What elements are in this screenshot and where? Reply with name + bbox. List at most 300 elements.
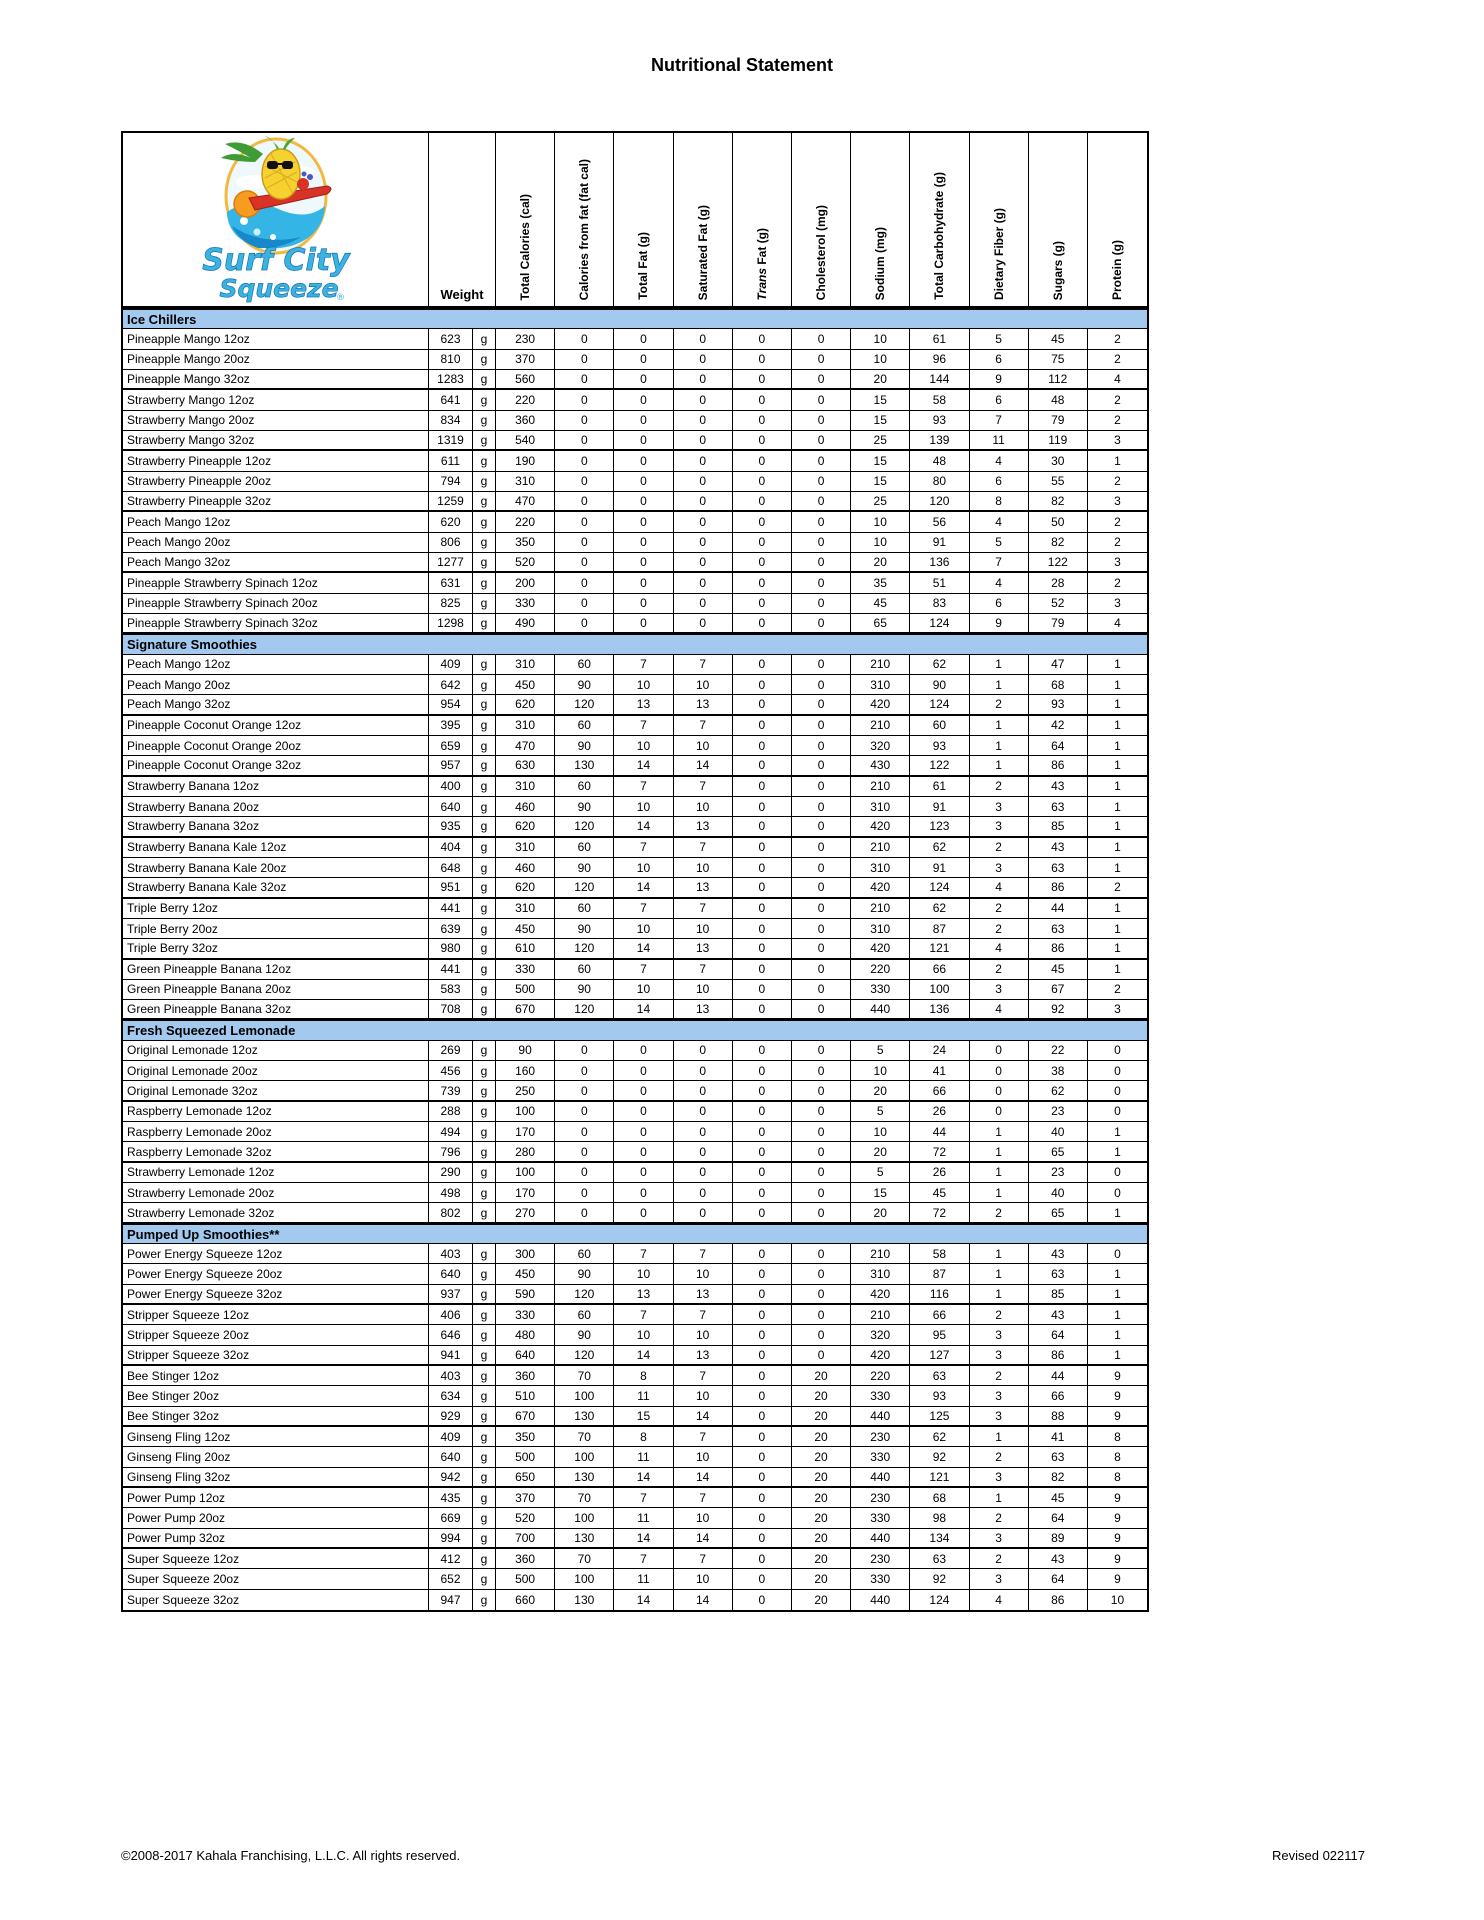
- nutrition-value-cell: 124: [910, 1590, 969, 1610]
- nutrition-value-cell: 210: [851, 655, 910, 674]
- nutrition-value-cell: 0: [792, 838, 851, 857]
- nutrition-value-cell: 2: [1114, 880, 1121, 895]
- product-name-cell: Pineapple Strawberry Spinach 12oz: [123, 573, 429, 592]
- nutrition-value-cell: 1: [970, 736, 1029, 755]
- nutrition-value-cell: 4: [970, 1000, 1029, 1018]
- page-title: Nutritional Statement: [650, 55, 833, 75]
- nutrition-value-cell: 1: [970, 716, 1029, 735]
- weight-unit-cell: g: [473, 858, 496, 877]
- nutrition-value-cell: 0: [555, 370, 614, 388]
- nutrition-value-cell: 10: [674, 1264, 733, 1283]
- nutrition-value-cell: 20: [851, 553, 910, 571]
- nutrition-value-cell: 82: [1029, 1468, 1088, 1486]
- weight-value-cell: 409: [429, 1427, 473, 1446]
- weight-value-cell: 825: [429, 594, 473, 613]
- nutrition-value-cell: 0: [555, 472, 614, 491]
- nutrition-value-cell: 0: [733, 1590, 792, 1610]
- table-row: [123, 1163, 1147, 1183]
- nutrition-value-cell: 0: [674, 390, 733, 409]
- nutrition-value-cell: 72: [910, 1142, 969, 1160]
- nutrition-value-cell: 0: [614, 553, 673, 571]
- nutrition-value-cell: 330: [851, 1508, 910, 1527]
- nutrition-value-cell: 0: [792, 431, 851, 449]
- table-row: [123, 1569, 1147, 1589]
- nutrition-value-cell: 0: [614, 411, 673, 430]
- nutrition-value-cell: 0: [614, 1183, 673, 1202]
- nutrition-value-cell: 20: [792, 1427, 851, 1446]
- nutrition-value-cell: 1: [970, 675, 1029, 694]
- table-row: [123, 594, 1147, 614]
- nutrition-value-cell: 2: [1114, 331, 1121, 346]
- nutrition-value-cell: 11: [970, 431, 1029, 449]
- nutrition-value-cell: 0: [733, 1427, 792, 1446]
- weight-value-cell: 806: [429, 533, 473, 552]
- product-name-cell: Strawberry Lemonade 20oz: [123, 1183, 429, 1202]
- logo-cell: [123, 133, 429, 306]
- product-name-cell: Pineapple Coconut Orange 12oz: [123, 716, 429, 735]
- nutrition-value-cell: 500: [496, 980, 555, 999]
- nutrition-value-cell: 120: [910, 492, 969, 510]
- column-header-label: Calories from fat (fat cal): [577, 158, 592, 300]
- nutrition-value-cell: 0: [733, 1081, 792, 1099]
- product-name-cell: Raspberry Lemonade 32oz: [123, 1142, 429, 1160]
- weight-value-cell: 640: [429, 1447, 473, 1466]
- nutrition-value-cell: 20: [792, 1386, 851, 1405]
- table-row: [123, 431, 1147, 451]
- table-row: [123, 573, 1147, 593]
- nutrition-value-cell: 1: [1114, 1144, 1121, 1159]
- nutrition-value-cell: 0: [733, 553, 792, 571]
- nutrition-value-cell: 0: [555, 411, 614, 430]
- product-name-cell: Peach Mango 20oz: [123, 675, 429, 694]
- product-name-cell: Green Pineapple Banana 20oz: [123, 980, 429, 999]
- nutrition-value-cell: 170: [496, 1183, 555, 1202]
- nutrition-value-cell: 420: [851, 1346, 910, 1364]
- nutrition-value-cell: 1: [1114, 860, 1121, 875]
- nutrition-value-cell: 8: [1114, 1429, 1121, 1444]
- column-header-label: Total Carbohydrate (g): [932, 172, 947, 300]
- nutrition-value-cell: 0: [792, 1102, 851, 1121]
- nutrition-value-cell: 1: [1114, 799, 1121, 814]
- product-name-cell: Raspberry Lemonade 12oz: [123, 1102, 429, 1121]
- section-header: Pumped Up Smoothies**: [123, 1224, 1147, 1244]
- nutrition-value-cell: 75: [1029, 350, 1088, 369]
- nutrition-value-cell: 100: [496, 1163, 555, 1182]
- weight-value-cell: 403: [429, 1366, 473, 1385]
- nutrition-value-cell: 1: [970, 1183, 1029, 1202]
- product-name-cell: Peach Mango 32oz: [123, 695, 429, 713]
- nutrition-value-cell: 1: [1114, 1205, 1121, 1220]
- weight-value-cell: 395: [429, 716, 473, 735]
- nutrition-value-cell: 64: [1029, 1569, 1088, 1588]
- table-row: [123, 939, 1147, 959]
- weight-unit-cell: g: [473, 533, 496, 552]
- weight-unit-cell: g: [473, 1285, 496, 1303]
- weight-value-cell: 935: [429, 817, 473, 835]
- nutrition-value-cell: 0: [674, 553, 733, 571]
- nutrition-value-cell: 15: [614, 1407, 673, 1425]
- nutrition-value-cell: 20: [792, 1468, 851, 1486]
- table-row: [123, 1081, 1147, 1101]
- nutrition-value-cell: 2: [1114, 514, 1121, 529]
- weight-value-cell: 583: [429, 980, 473, 999]
- nutrition-value-cell: 0: [614, 1163, 673, 1182]
- nutrition-value-cell: 0: [555, 1183, 614, 1202]
- weight-value-cell: 954: [429, 695, 473, 713]
- nutrition-value-cell: 2: [970, 1203, 1029, 1221]
- table-row: [123, 980, 1147, 1000]
- nutrition-value-cell: 0: [733, 1346, 792, 1364]
- product-name-cell: Strawberry Mango 20oz: [123, 411, 429, 430]
- weight-unit-cell: g: [473, 919, 496, 938]
- nutrition-value-cell: 0: [792, 899, 851, 918]
- nutrition-value-cell: 11: [614, 1508, 673, 1527]
- nutrition-value-cell: 220: [496, 512, 555, 531]
- nutrition-value-cell: 26: [910, 1102, 969, 1121]
- weight-unit-cell: g: [473, 716, 496, 735]
- nutrition-value-cell: 0: [733, 899, 792, 918]
- nutrition-value-cell: 14: [674, 756, 733, 774]
- table-row: [123, 533, 1147, 553]
- nutrition-value-cell: 310: [851, 858, 910, 877]
- product-name-cell: Strawberry Mango 32oz: [123, 431, 429, 449]
- nutrition-value-cell: 310: [496, 777, 555, 796]
- nutrition-value-cell: 0: [733, 614, 792, 632]
- nutrition-value-cell: 4: [970, 573, 1029, 592]
- nutrition-value-cell: 7: [614, 960, 673, 979]
- product-name-cell: Strawberry Pineapple 20oz: [123, 472, 429, 491]
- nutrition-value-cell: 0: [614, 1081, 673, 1099]
- nutrition-value-cell: 640: [496, 1346, 555, 1364]
- nutrition-value-cell: 122: [1029, 553, 1088, 571]
- nutrition-value-cell: 4: [970, 512, 1029, 531]
- nutrition-value-cell: 10: [851, 1061, 910, 1080]
- nutrition-value-cell: 10: [674, 736, 733, 755]
- weight-unit-cell: g: [473, 329, 496, 348]
- nutrition-value-cell: 0: [733, 858, 792, 877]
- nutrition-value-cell: 20: [792, 1407, 851, 1425]
- nutrition-value-cell: 9: [1114, 1408, 1121, 1423]
- nutrition-value-cell: 14: [614, 1529, 673, 1547]
- nutrition-value-cell: 0: [733, 573, 792, 592]
- nutrition-value-cell: 2: [970, 1549, 1029, 1568]
- product-name-cell: Power Pump 20oz: [123, 1508, 429, 1527]
- nutrition-value-cell: 6: [970, 350, 1029, 369]
- table-row: [123, 1183, 1147, 1203]
- weight-value-cell: 1298: [429, 614, 473, 632]
- nutrition-value-cell: 1: [970, 1264, 1029, 1283]
- product-name-cell: Peach Mango 12oz: [123, 512, 429, 531]
- nutrition-value-cell: 44: [910, 1122, 969, 1141]
- weight-unit-cell: g: [473, 939, 496, 957]
- nutrition-value-cell: 40: [1029, 1122, 1088, 1141]
- nutrition-value-cell: 0: [674, 594, 733, 613]
- nutrition-value-cell: 60: [555, 838, 614, 857]
- nutrition-value-cell: 0: [1114, 1043, 1121, 1058]
- nutrition-value-cell: 82: [1029, 492, 1088, 510]
- nutrition-value-cell: 0: [792, 594, 851, 613]
- nutrition-value-cell: 0: [733, 1203, 792, 1221]
- nutrition-value-cell: 70: [555, 1488, 614, 1507]
- nutrition-value-cell: 0: [792, 878, 851, 896]
- nutrition-value-cell: 14: [674, 1468, 733, 1486]
- nutrition-value-cell: 20: [851, 370, 910, 388]
- nutrition-value-cell: 87: [910, 1264, 969, 1283]
- nutrition-value-cell: 68: [1029, 675, 1088, 694]
- section-header: Signature Smoothies: [123, 634, 1147, 654]
- nutrition-value-cell: 0: [674, 533, 733, 552]
- nutrition-value-cell: 66: [1029, 1386, 1088, 1405]
- nutrition-value-cell: 520: [496, 1508, 555, 1527]
- nutrition-value-cell: 15: [851, 1183, 910, 1202]
- weight-value-cell: 634: [429, 1386, 473, 1405]
- weight-value-cell: 810: [429, 350, 473, 369]
- nutrition-value-cell: 470: [496, 736, 555, 755]
- nutrition-value-cell: 0: [555, 1122, 614, 1141]
- weight-unit-cell: g: [473, 777, 496, 796]
- nutrition-value-cell: 130: [555, 1529, 614, 1547]
- nutrition-value-cell: 92: [1029, 1000, 1088, 1018]
- nutrition-value-cell: 51: [910, 573, 969, 592]
- weight-value-cell: 631: [429, 573, 473, 592]
- nutrition-value-cell: 100: [555, 1447, 614, 1466]
- table-row: [123, 1346, 1147, 1366]
- nutrition-value-cell: 590: [496, 1285, 555, 1303]
- product-name-cell: Strawberry Banana Kale 12oz: [123, 838, 429, 857]
- nutrition-value-cell: 440: [851, 1000, 910, 1018]
- column-header: [614, 133, 673, 306]
- nutrition-value-cell: 540: [496, 431, 555, 449]
- nutrition-value-cell: 1: [1114, 819, 1121, 834]
- product-name-cell: Power Energy Squeeze 32oz: [123, 1285, 429, 1303]
- nutrition-value-cell: 0: [970, 1081, 1029, 1099]
- nutrition-value-cell: 370: [496, 1488, 555, 1507]
- product-name-cell: Strawberry Pineapple 12oz: [123, 451, 429, 470]
- column-header-label: Sodium (mg): [873, 226, 888, 300]
- nutrition-value-cell: 0: [614, 614, 673, 632]
- nutrition-value-cell: 0: [733, 777, 792, 796]
- nutrition-value-cell: 119: [1029, 431, 1088, 449]
- nutrition-value-cell: 0: [614, 1041, 673, 1060]
- table-row: [123, 716, 1147, 736]
- table-row: [123, 390, 1147, 410]
- weight-unit-cell: g: [473, 573, 496, 592]
- nutrition-value-cell: 3: [1114, 596, 1121, 611]
- nutrition-value-cell: 0: [555, 451, 614, 470]
- weight-value-cell: 994: [429, 1529, 473, 1547]
- nutrition-value-cell: 1: [1114, 1267, 1121, 1282]
- nutrition-value-cell: 7: [614, 1549, 673, 1568]
- nutrition-value-cell: 0: [555, 1203, 614, 1221]
- table-row: [123, 797, 1147, 817]
- nutrition-value-cell: 0: [674, 492, 733, 510]
- nutrition-value-cell: 1: [1114, 901, 1121, 916]
- nutrition-value-cell: 1: [970, 1142, 1029, 1160]
- nutrition-value-cell: 7: [614, 838, 673, 857]
- nutrition-value-cell: 3: [1114, 494, 1121, 509]
- nutrition-value-cell: 24: [910, 1041, 969, 1060]
- nutrition-value-cell: 14: [614, 1346, 673, 1364]
- nutrition-value-cell: 120: [555, 1000, 614, 1018]
- nutrition-value-cell: 0: [733, 1244, 792, 1263]
- nutrition-value-cell: 10: [674, 1569, 733, 1588]
- nutrition-value-cell: 90: [555, 797, 614, 816]
- product-name-cell: Power Pump 12oz: [123, 1488, 429, 1507]
- nutrition-value-cell: 63: [1029, 858, 1088, 877]
- nutrition-value-cell: 90: [910, 675, 969, 694]
- nutrition-value-cell: 0: [792, 1264, 851, 1283]
- nutrition-value-cell: 0: [792, 1142, 851, 1160]
- nutrition-value-cell: 1: [970, 756, 1029, 774]
- nutrition-value-cell: 0: [792, 939, 851, 957]
- nutrition-value-cell: 10: [674, 1325, 733, 1344]
- nutrition-value-cell: 83: [910, 594, 969, 613]
- nutrition-value-cell: 0: [555, 1142, 614, 1160]
- nutrition-value-cell: 0: [733, 1142, 792, 1160]
- nutrition-value-cell: 45: [1029, 1488, 1088, 1507]
- nutrition-value-cell: 92: [910, 1447, 969, 1466]
- table-row: [123, 1244, 1147, 1264]
- nutrition-value-cell: 58: [910, 1244, 969, 1263]
- nutrition-value-cell: 0: [792, 1000, 851, 1018]
- nutrition-value-cell: 0: [792, 1203, 851, 1221]
- nutrition-value-cell: 3: [970, 1407, 1029, 1425]
- nutrition-value-cell: 0: [792, 553, 851, 571]
- weight-unit-cell: g: [473, 655, 496, 674]
- nutrition-value-cell: 90: [555, 858, 614, 877]
- nutrition-value-cell: 0: [674, 1203, 733, 1221]
- nutrition-value-cell: 420: [851, 939, 910, 957]
- column-header: [733, 133, 792, 306]
- product-name-cell: Pineapple Mango 12oz: [123, 329, 429, 348]
- nutrition-value-cell: 60: [555, 1244, 614, 1263]
- nutrition-value-cell: 60: [910, 716, 969, 735]
- logo-text-line1: Surf City: [202, 243, 350, 278]
- nutrition-value-cell: 44: [1029, 899, 1088, 918]
- table-row: [123, 1508, 1147, 1528]
- nutrition-value-cell: 120: [555, 878, 614, 896]
- product-name-cell: Stripper Squeeze 20oz: [123, 1325, 429, 1344]
- weight-value-cell: 1277: [429, 553, 473, 571]
- nutrition-value-cell: 450: [496, 675, 555, 694]
- weight-unit-cell: g: [473, 350, 496, 369]
- nutrition-value-cell: 14: [614, 1468, 673, 1486]
- product-name-cell: Triple Berry 12oz: [123, 899, 429, 918]
- nutrition-value-cell: 85: [1029, 817, 1088, 835]
- weight-value-cell: 669: [429, 1508, 473, 1527]
- nutrition-value-cell: 10: [1110, 1592, 1125, 1607]
- table-row: [123, 1122, 1147, 1142]
- weight-unit-cell: g: [473, 492, 496, 510]
- nutrition-value-cell: 310: [496, 655, 555, 674]
- nutrition-value-cell: 0: [614, 472, 673, 491]
- weight-unit-cell: g: [473, 960, 496, 979]
- product-name-cell: Pineapple Coconut Orange 20oz: [123, 736, 429, 755]
- nutrition-value-cell: 64: [1029, 1508, 1088, 1527]
- column-header: [792, 133, 851, 306]
- weight-value-cell: 708: [429, 1000, 473, 1018]
- nutrition-value-cell: 0: [733, 1325, 792, 1344]
- nutrition-value-cell: 127: [910, 1346, 969, 1364]
- nutrition-value-cell: 9: [1114, 1530, 1121, 1545]
- nutrition-value-cell: 610: [496, 939, 555, 957]
- nutrition-value-cell: 0: [674, 614, 733, 632]
- nutrition-value-cell: 8: [1114, 1450, 1121, 1465]
- nutrition-value-cell: 9: [970, 614, 1029, 632]
- nutrition-value-cell: 62: [910, 899, 969, 918]
- table-row: [123, 1427, 1147, 1447]
- nutrition-value-cell: 7: [674, 655, 733, 674]
- column-header-label: Protein (g): [1110, 240, 1125, 300]
- nutrition-value-cell: 5: [851, 1041, 910, 1060]
- product-name-cell: Triple Berry 32oz: [123, 939, 429, 957]
- nutrition-value-cell: 3: [970, 817, 1029, 835]
- product-name-cell: Strawberry Banana 12oz: [123, 777, 429, 796]
- nutrition-value-cell: 5: [851, 1163, 910, 1182]
- nutrition-value-cell: 0: [792, 1346, 851, 1364]
- weight-unit-cell: g: [473, 1142, 496, 1160]
- nutrition-value-cell: 0: [733, 1305, 792, 1324]
- nutrition-value-cell: 670: [496, 1000, 555, 1018]
- nutrition-value-cell: 1: [1114, 657, 1121, 672]
- nutrition-value-cell: 1: [970, 1122, 1029, 1141]
- table-row: [123, 451, 1147, 471]
- nutrition-value-cell: 134: [910, 1529, 969, 1547]
- nutrition-value-cell: 3: [970, 1468, 1029, 1486]
- weight-unit-cell: g: [473, 1061, 496, 1080]
- nutrition-value-cell: 0: [733, 716, 792, 735]
- nutrition-value-cell: 320: [851, 1325, 910, 1344]
- weight-value-cell: 937: [429, 1285, 473, 1303]
- nutrition-value-cell: 5: [851, 1102, 910, 1121]
- nutrition-value-cell: 0: [792, 411, 851, 430]
- nutrition-table: [121, 131, 1149, 1612]
- nutrition-value-cell: 230: [496, 329, 555, 348]
- nutrition-value-cell: 10: [674, 858, 733, 877]
- nutrition-value-cell: 10: [614, 1264, 673, 1283]
- nutrition-value-cell: 91: [910, 533, 969, 552]
- nutrition-value-cell: 0: [792, 1305, 851, 1324]
- nutrition-value-cell: 0: [733, 492, 792, 510]
- weight-unit-cell: g: [473, 1325, 496, 1344]
- table-row: [123, 899, 1147, 919]
- nutrition-value-cell: 0: [733, 411, 792, 430]
- nutrition-value-cell: 0: [555, 573, 614, 592]
- table-header: [123, 133, 1147, 309]
- nutrition-value-cell: 55: [1029, 472, 1088, 491]
- nutrition-value-cell: 42: [1029, 716, 1088, 735]
- nutrition-value-cell: 10: [614, 797, 673, 816]
- nutrition-value-cell: 50: [1029, 512, 1088, 531]
- nutrition-value-cell: 112: [1029, 370, 1088, 388]
- nutrition-value-cell: 20: [851, 1203, 910, 1221]
- nutrition-value-cell: 38: [1029, 1061, 1088, 1080]
- nutrition-value-cell: 11: [614, 1569, 673, 1588]
- nutrition-value-cell: 2: [1114, 392, 1121, 407]
- nutrition-value-cell: 62: [910, 655, 969, 674]
- table-row: [123, 858, 1147, 878]
- nutrition-value-cell: 230: [851, 1549, 910, 1568]
- nutrition-value-cell: 0: [792, 370, 851, 388]
- product-name-cell: Strawberry Mango 12oz: [123, 390, 429, 409]
- nutrition-value-cell: 220: [496, 390, 555, 409]
- nutrition-value-cell: 210: [851, 899, 910, 918]
- nutrition-value-cell: 620: [496, 695, 555, 713]
- product-name-cell: Raspberry Lemonade 20oz: [123, 1122, 429, 1141]
- table-row: [123, 736, 1147, 756]
- table-row: [123, 1305, 1147, 1325]
- nutrition-value-cell: 65: [1029, 1142, 1088, 1160]
